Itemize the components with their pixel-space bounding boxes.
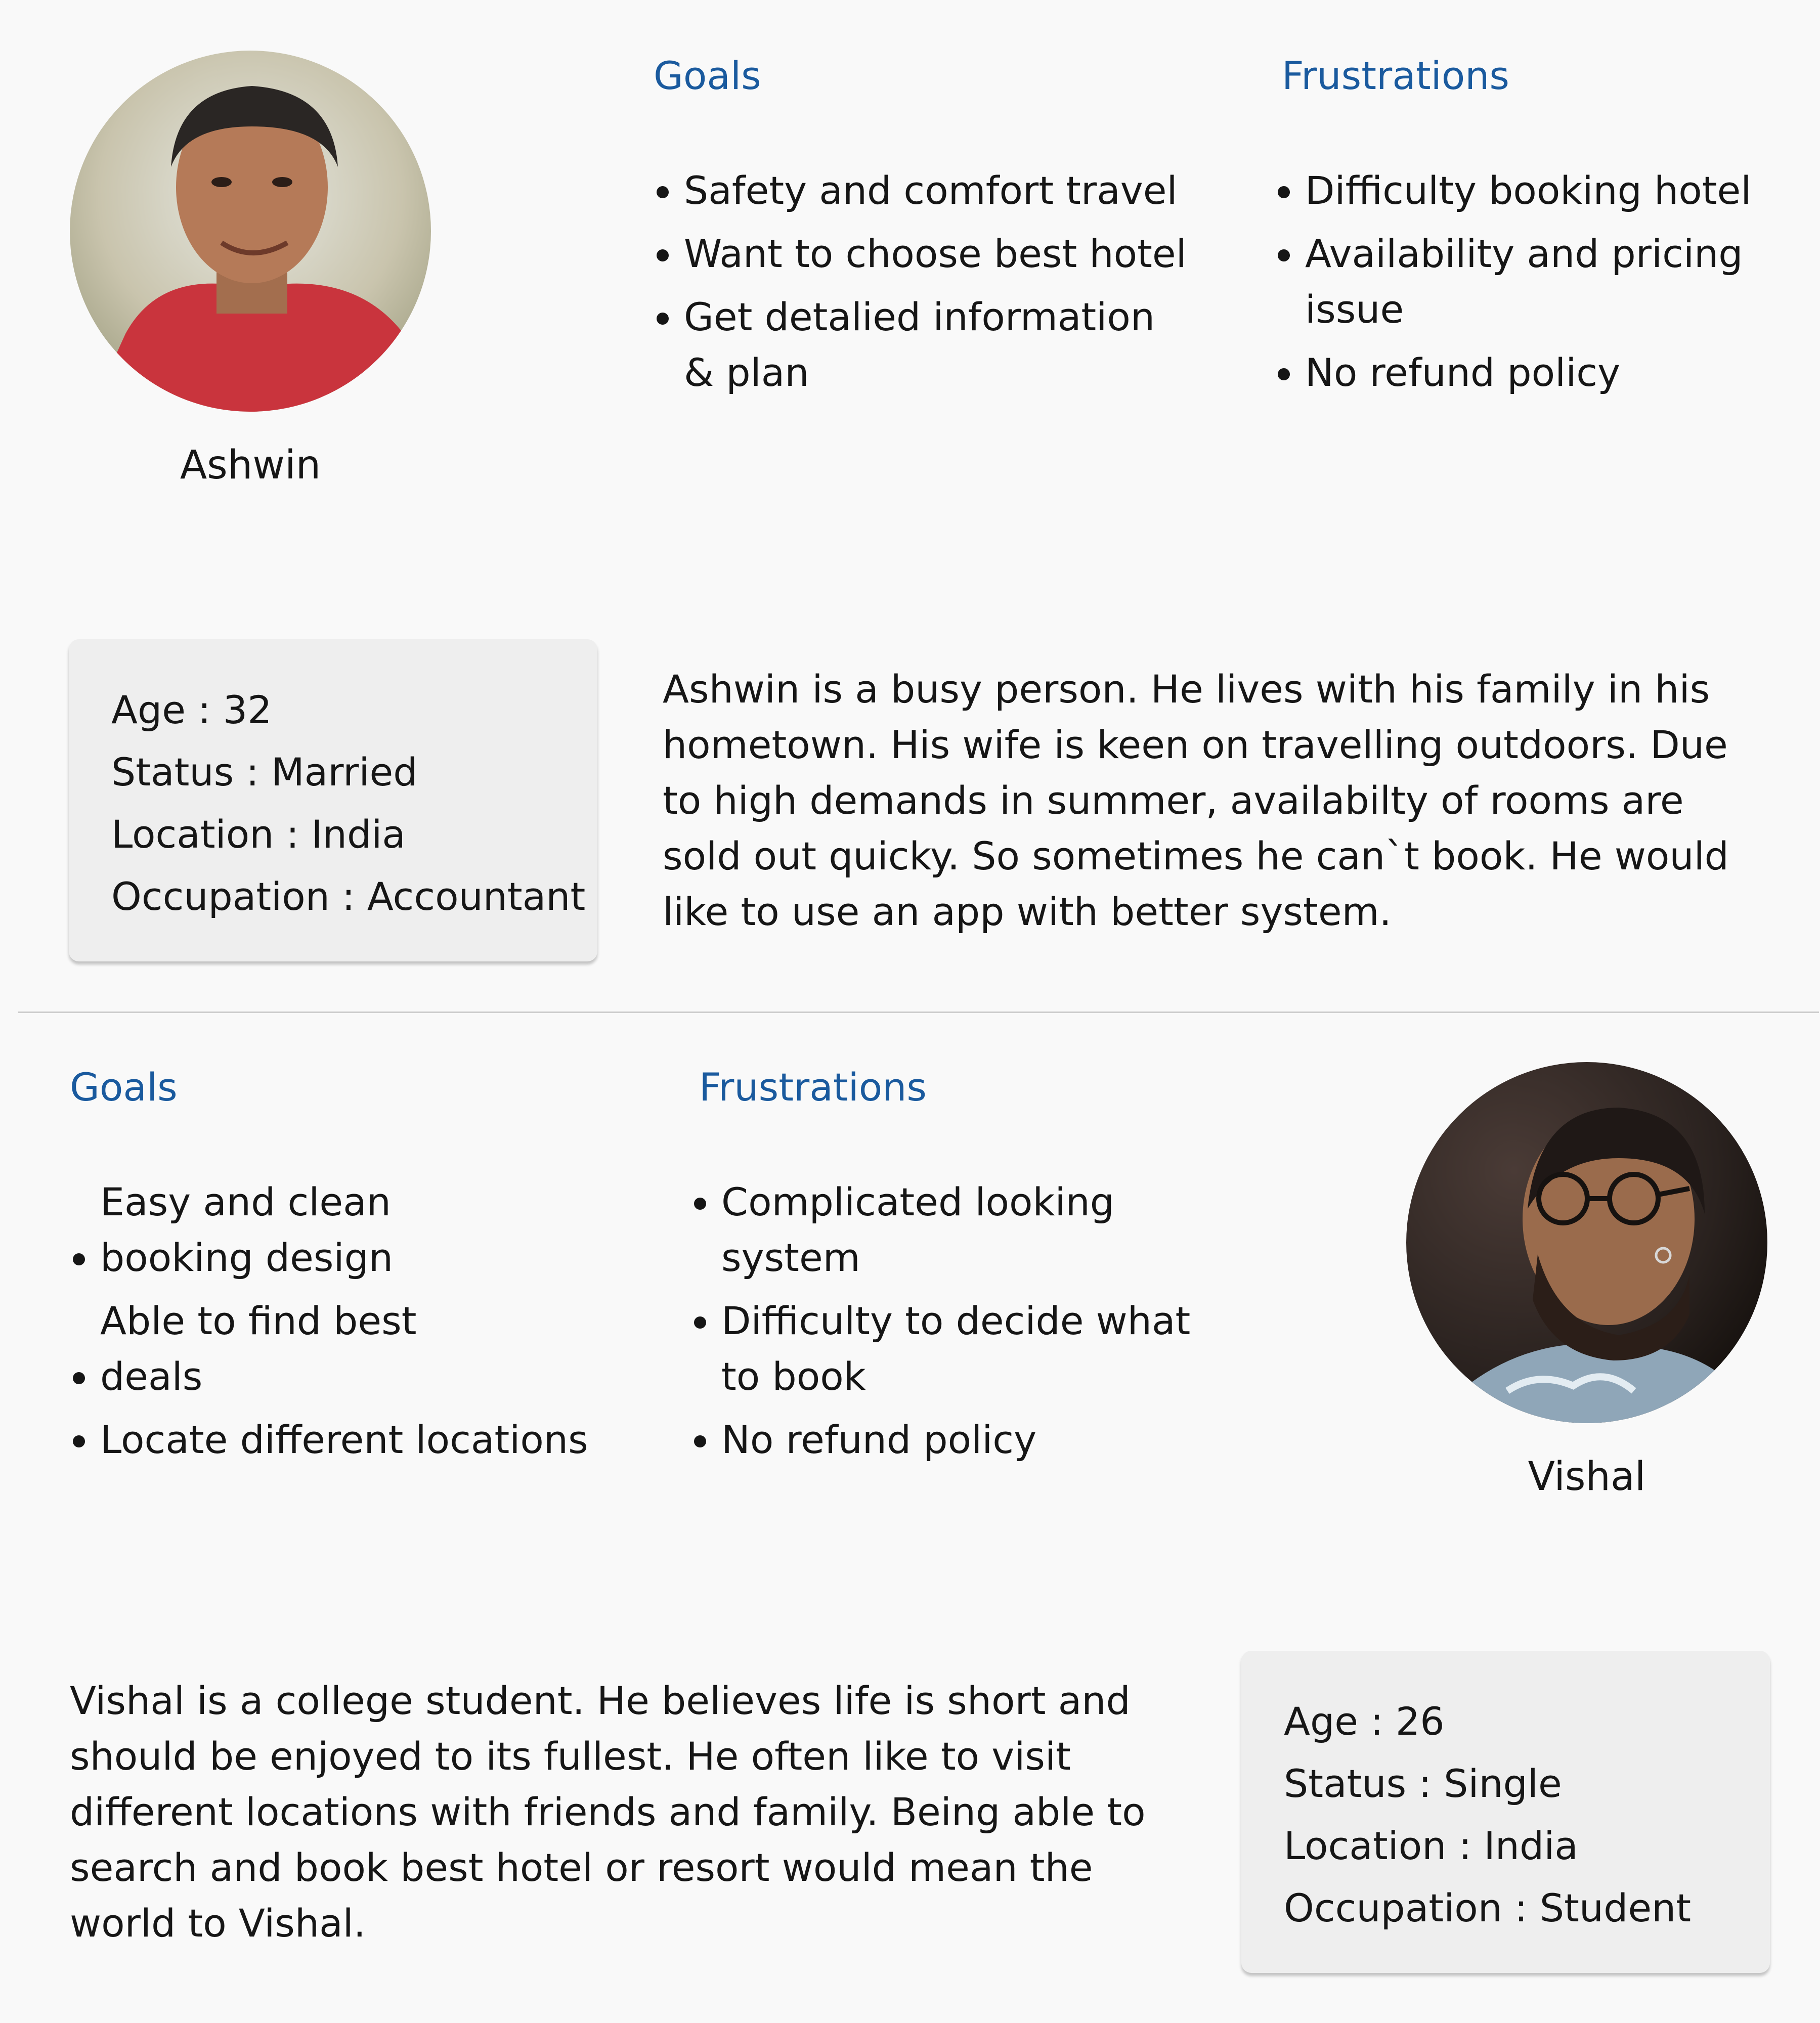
section-divider bbox=[18, 1012, 1819, 1013]
bio-paragraph: Ashwin is a busy person. He lives with his family in his hometown. His wife is keen on travelling outdoors. Due to high demands in summer, availabilty of rooms are sold out quicky. So sometimes he can`t book. He would like to use an app with better system. bbox=[663, 667, 1729, 934]
list-item: • Safety and comfort travel bbox=[684, 163, 1190, 218]
occupation-text: Occupation : Accountant bbox=[111, 874, 586, 919]
age-text: Age : 32 bbox=[111, 687, 272, 732]
bio-paragraph: Vishal is a college student. He believes life is short and should be enjoyed to its fullest. He often like to visit different locations with friends and family. Being able to search and book best hotel or resort would mean the world to Vishal. bbox=[70, 1678, 1146, 1946]
list-item: • Availability and pricing issue bbox=[1305, 226, 1801, 337]
list-item: • Able to find best deals bbox=[100, 1293, 657, 1404]
frustrations-list bbox=[1263, 163, 1801, 408]
list-item: • Complicated looking system bbox=[721, 1174, 1227, 1286]
frustrations-list bbox=[679, 1174, 1227, 1475]
list-item: • Want to choose best hotel bbox=[684, 226, 1190, 282]
goals-heading: Goals bbox=[654, 53, 761, 98]
occupation-text: Occupation : Student bbox=[1284, 1885, 1692, 1930]
frustrations-heading: Frustrations bbox=[699, 1065, 927, 1110]
list-item: • Locate different locations bbox=[100, 1412, 657, 1468]
vishal-photo bbox=[1406, 1062, 1767, 1423]
age-text: Age : 26 bbox=[1284, 1699, 1445, 1744]
location-text: Location : India bbox=[1284, 1823, 1578, 1868]
location-text: Location : India bbox=[111, 812, 406, 857]
list-item: • No refund policy bbox=[1305, 345, 1801, 401]
goals-list bbox=[58, 1174, 657, 1475]
status-text: Status : Married bbox=[111, 750, 418, 795]
goals-heading: Goals bbox=[70, 1065, 178, 1110]
ashwin-photo bbox=[70, 51, 431, 412]
list-item: • Difficulty booking hotel bbox=[1305, 163, 1801, 218]
list-item: • No refund policy bbox=[721, 1412, 1227, 1468]
info-card bbox=[1241, 1651, 1770, 1973]
list-item: • Difficulty to decide what to book bbox=[721, 1293, 1227, 1404]
goals-list bbox=[641, 163, 1190, 408]
persona-name: Vishal bbox=[1528, 1454, 1646, 1500]
info-card bbox=[69, 639, 597, 961]
list-item: • Easy and clean booking design bbox=[100, 1174, 657, 1286]
list-item: • Get detalied information & plan bbox=[684, 289, 1190, 401]
persona-name: Ashwin bbox=[180, 443, 321, 488]
frustrations-heading: Frustrations bbox=[1282, 53, 1509, 98]
status-text: Status : Single bbox=[1284, 1761, 1562, 1806]
